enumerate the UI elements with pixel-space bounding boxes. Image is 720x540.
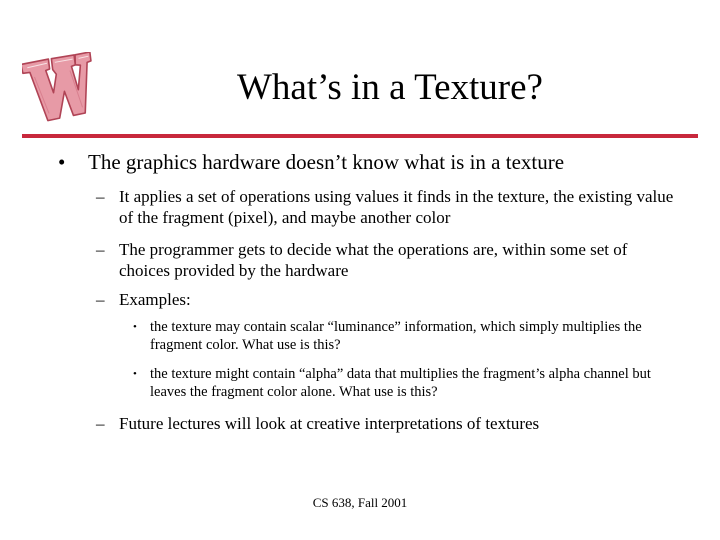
sub-bullet-text: Future lectures will look at creative interpretations of textures: [119, 414, 540, 433]
sub-bullet-text: It applies a set of operations using values it finds in the texture, the existing value of the fragment (pixel), and maybe another color: [119, 187, 674, 227]
bullet-text: The graphics hardware doesn’t know what is in a texture: [88, 150, 565, 174]
slide-footer: CS 638, Fall 2001: [312, 495, 408, 510]
example-marker: •: [133, 368, 137, 380]
example-text: the texture might contain “alpha” data that multiplies the fragment’s alpha channel but leaves the fragment color alone. What use is this?: [150, 366, 651, 400]
sub-bullet-marker: –: [96, 414, 105, 433]
sub-bullet-marker: –: [96, 290, 105, 309]
bullet-marker: •: [58, 150, 66, 174]
sub-bullet-marker: –: [96, 240, 105, 259]
sub-bullet-text: Examples:: [119, 290, 191, 309]
example-text: the texture may contain scalar “luminance” information, which simply multiplies the fragment color. What use is this?: [150, 319, 642, 353]
sub-bullet-text: The programmer gets to decide what the operations are, within some set of choices provided by the hardware: [119, 240, 628, 280]
example-marker: •: [133, 321, 137, 333]
slide-title: What’s in a Texture?: [237, 67, 543, 108]
sub-bullet-marker: –: [96, 187, 105, 206]
